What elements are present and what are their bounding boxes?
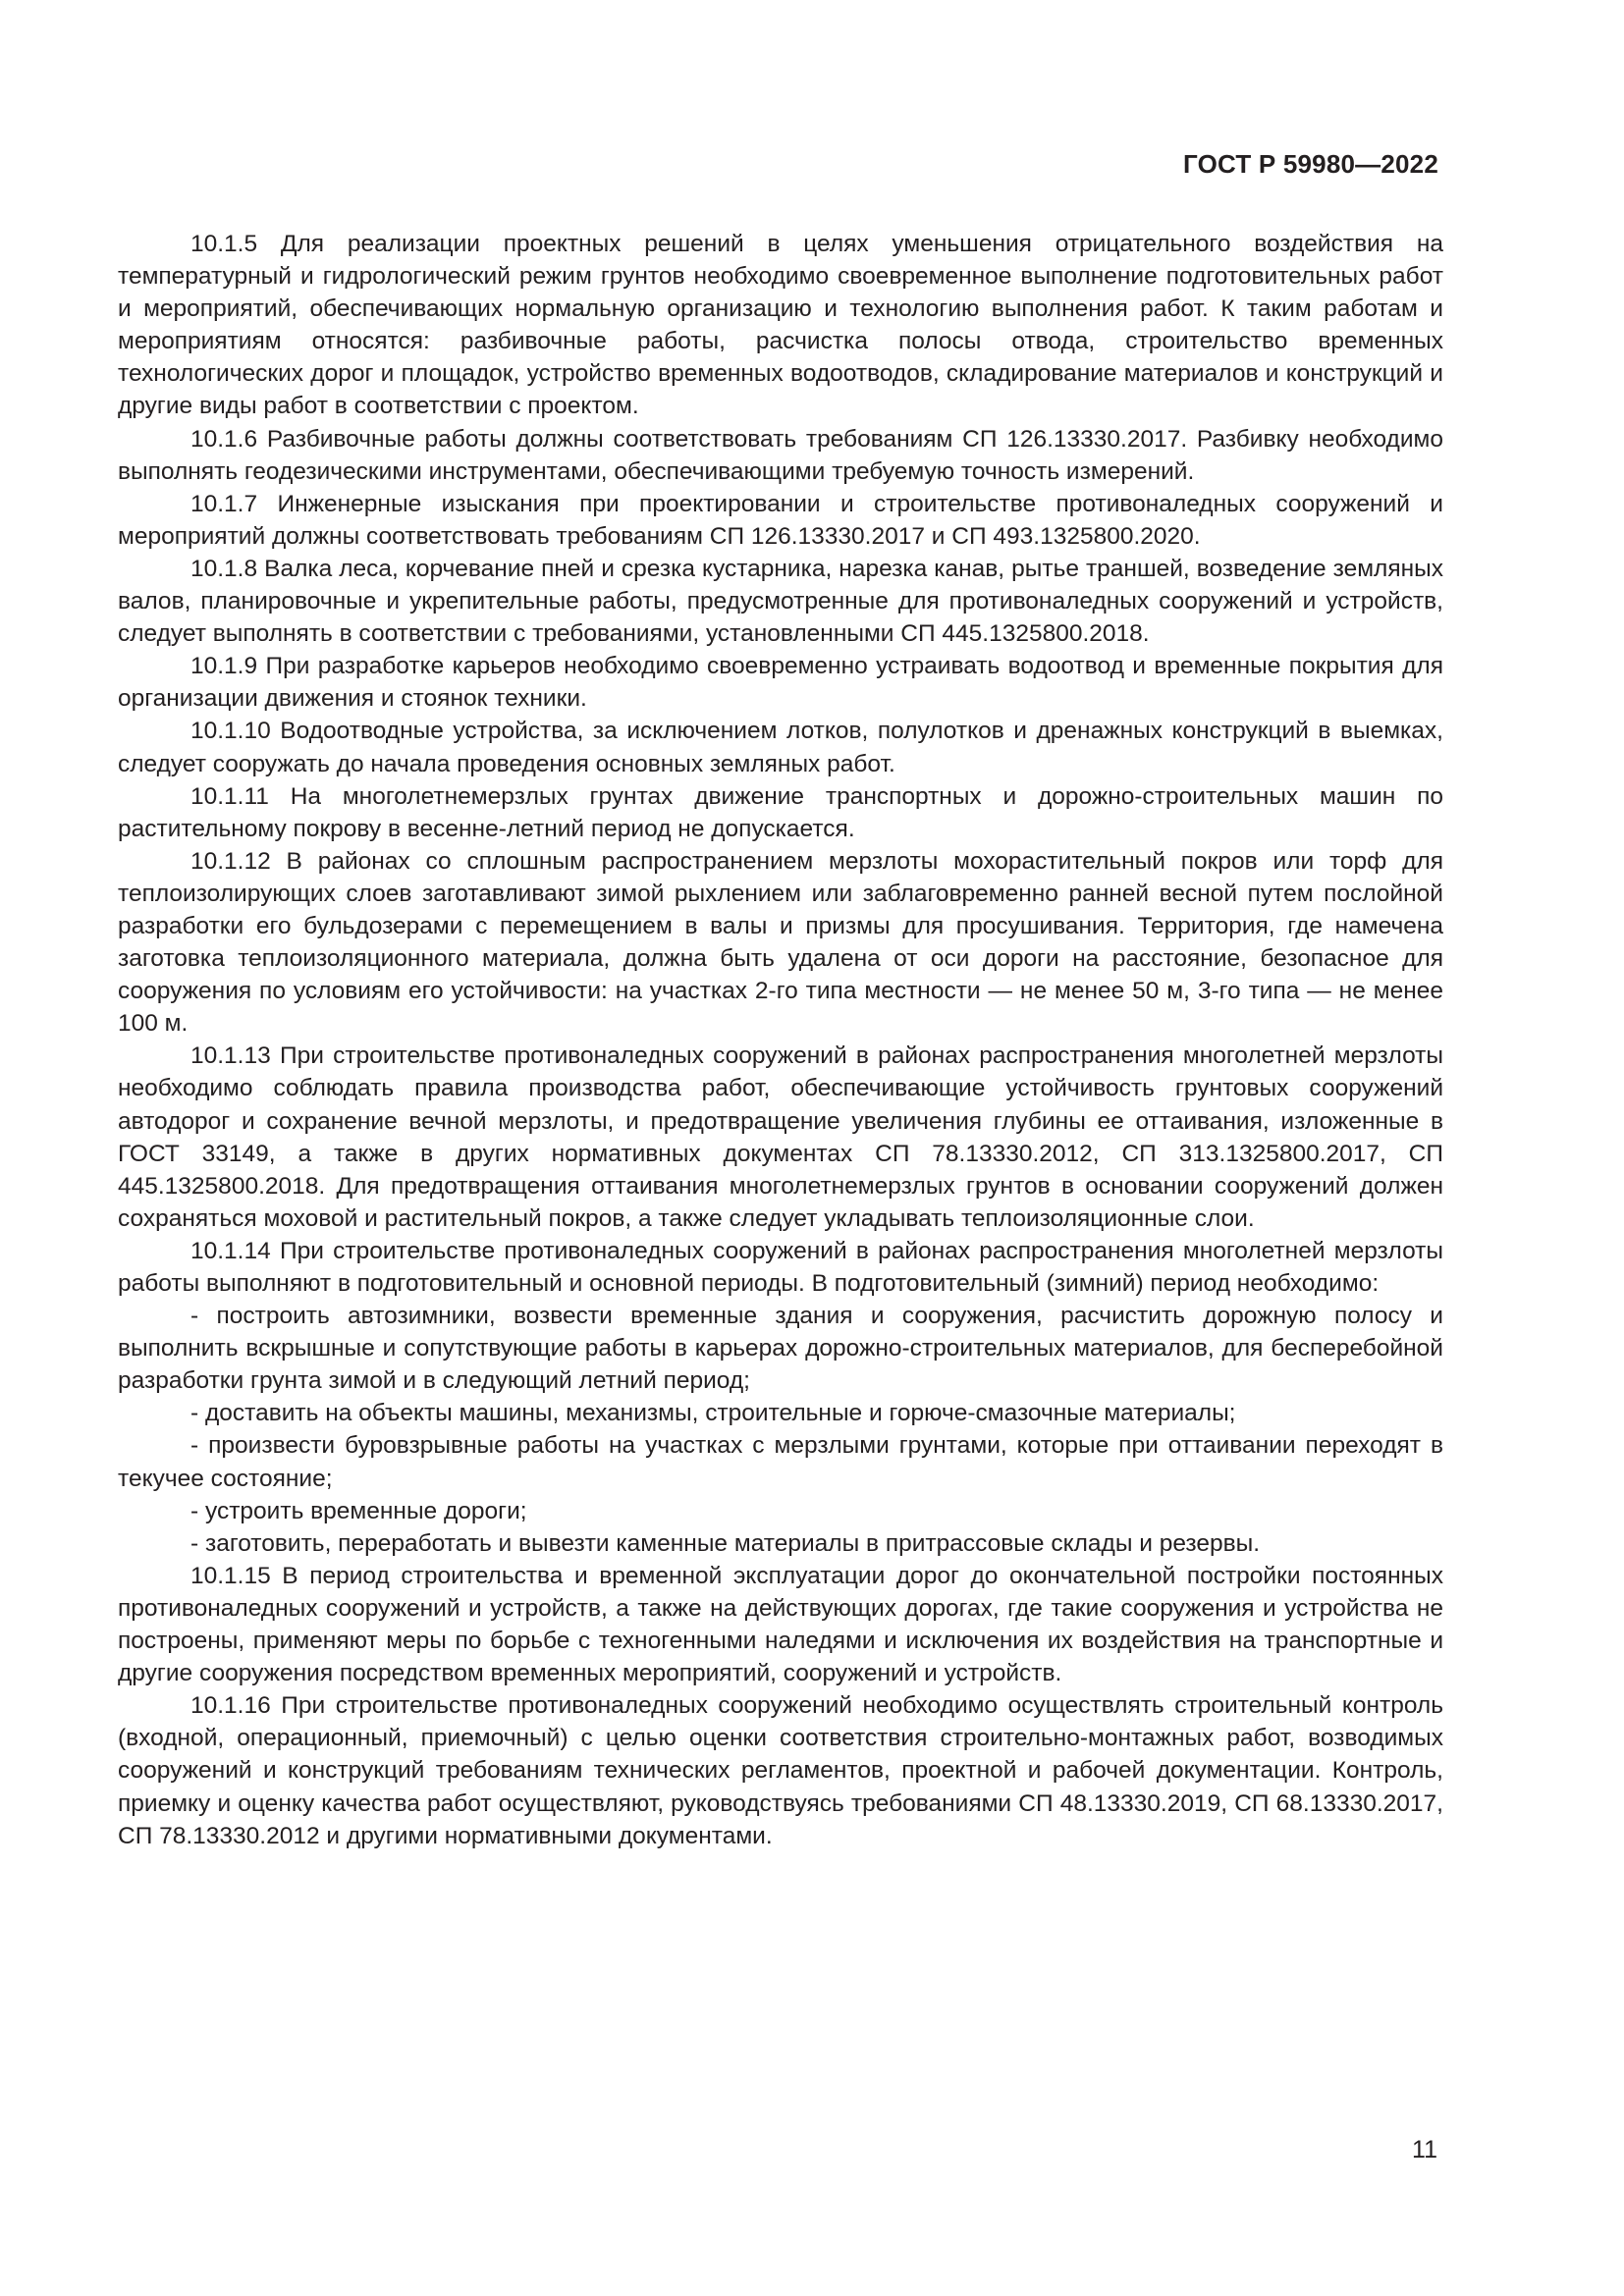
document-header-id: ГОСТ Р 59980—2022: [1183, 149, 1438, 179]
paragraph-10-1-7: 10.1.7 Инженерные изыскания при проектировании и строительстве противоналедных сооружений и мероприятий должны соответствовать требованиям СП 126.13330.2017 и СП 493.1325800.2020.: [118, 490, 1443, 550]
paragraph-10-1-12: 10.1.12 В районах со сплошным распространением мерзлоты мохорастительный покров или торф для теплоизолирующих слоев заготавливают зимой рыхлением или заблаговременно ранней весной путем послойной разработки его бульдозерами с перемещением в валы и призмы для просушивания. Территория, где намечена заготовка теплоизоляционного материала, должна быть удалена от оси дороги на расстояние, безопасное для сооружения по условиям его устойчивости: на участках 2-го типа местности — не менее 50 м, 3-го типа — не менее 100 м.: [118, 847, 1443, 1038]
paragraph-10-1-10: 10.1.10 Водоотводные устройства, за исключением лотков, полулотков и дренажных конструкций в выемках, следует сооружать до начала проведения основных земляных работ.: [118, 718, 1443, 777]
paragraph-10-1-6: 10.1.6 Разбивочные работы должны соответствовать требованиям СП 126.13330.2017. Разбивку необходимо выполнять геодезическими инструментами, обеспечивающими требуемую точность измерений.: [118, 425, 1443, 485]
document-body: [118, 228, 1443, 1852]
list-item: - построить автозимники, возвести временные здания и сооружения, расчистить дорожную полосу и выполнить вскрышные и сопутствующие работы в карьерах дорожно-строительных материалов, для бесперебойной разработки грунта зимой и в следующий летний период;: [118, 1303, 1443, 1395]
paragraph-10-1-5: 10.1.5 Для реализации проектных решений в целях уменьшения отрицательного воздействия на температурный и гидрологический режим грунтов необходимо своевременное выполнение подготовительных работ и мероприятий, обеспечивающих нормальную организацию и технологию выполнения работ. К таким работам и мероприятиям относятся: разбивочные работы, расчистка полосы отвода, строительство временных технологических дорог и площадок, устройство временных водоотводов, складирование материалов и конструкций и другие виды работ в соответствии с проектом.: [118, 231, 1443, 420]
list-item: - произвести буровзрывные работы на участках с мерзлыми грунтами, которые при оттаивании переходят в текучее состояние;: [118, 1432, 1443, 1492]
list-item: - доставить на объекты машины, механизмы, строительные и горюче-смазочные материалы;: [190, 1400, 1236, 1427]
paragraph-10-1-8: 10.1.8 Валка леса, корчевание пней и срезка кустарника, нарезка канав, рытье траншей, возведение земляных валов, планировочные и укрепительные работы, предусмотренные для противоналедных сооружений и устройств, следует выполнять в соответствии с требованиями, установленными СП 445.1325800.2018.: [118, 555, 1443, 648]
paragraph-10-1-15: 10.1.15 В период строительства и временной эксплуатации дорог до окончательной постройки постоянных противоналедных сооружений и устройств, а также на действующих дорогах, где такие сооружения и устройства не построены, применяют меры по борьбе с техногенными наледями и исключения их воздействия на транспортные и другие сооружения посредством временных мероприятий, сооружений и устройств.: [118, 1562, 1443, 1687]
list-item: - устроить временные дороги;: [190, 1497, 527, 1524]
list-item: - заготовить, переработать и вывезти каменные материалы в притрассовые склады и резервы.: [190, 1529, 1261, 1557]
paragraph-10-1-13: 10.1.13 При строительстве противоналедных сооружений в районах распространения многолетней мерзлоты необходимо соблюдать правила производства работ, обеспечивающие устойчивость грунтовых сооружений автодорог и сохранение вечной мерзлоты, и предотвращение увеличения глубины ее оттаивания, изложенные в ГОСТ 33149, а также в других нормативных документах СП 78.13330.2012, СП 313.1325800.2017, СП 445.1325800.2018. Для предотвращения оттаивания многолетнемерзлых грунтов в основании сооружений должен сохраняться моховой и растительный покров, а также следует укладывать теплоизоляционные слои.: [118, 1042, 1443, 1232]
paragraph-10-1-14: 10.1.14 При строительстве противоналедных сооружений в районах распространения многолетней мерзлоты работы выполняют в подготовительный и основной периоды. В подготовительный (зимний) период необходимо:: [118, 1237, 1443, 1297]
paragraph-10-1-16: 10.1.16 При строительстве противоналедных сооружений необходимо осуществлять строительный контроль (входной, операционный, приемочный) с целью оценки соответствия строительно-монтажных работ, возводимых сооружений и конструкций требованиям технических регламентов, проектной и рабочей документации. Контроль, приемку и оценку качества работ осуществляют, руководствуясь требованиями СП 48.13330.2019, СП 68.13330.2017, СП 78.13330.2012 и другими нормативными документами.: [118, 1692, 1443, 1849]
page-number: 11: [1412, 2136, 1437, 2163]
paragraph-10-1-11: 10.1.11 На многолетнемерзлых грунтах движение транспортных и дорожно-строительных машин по растительному покрову в весенне-летний период не допускается.: [118, 782, 1443, 842]
paragraph-10-1-9: 10.1.9 При разработке карьеров необходимо своевременно устраивать водоотвод и временные покрытия для организации движения и стоянок техники.: [118, 653, 1443, 713]
